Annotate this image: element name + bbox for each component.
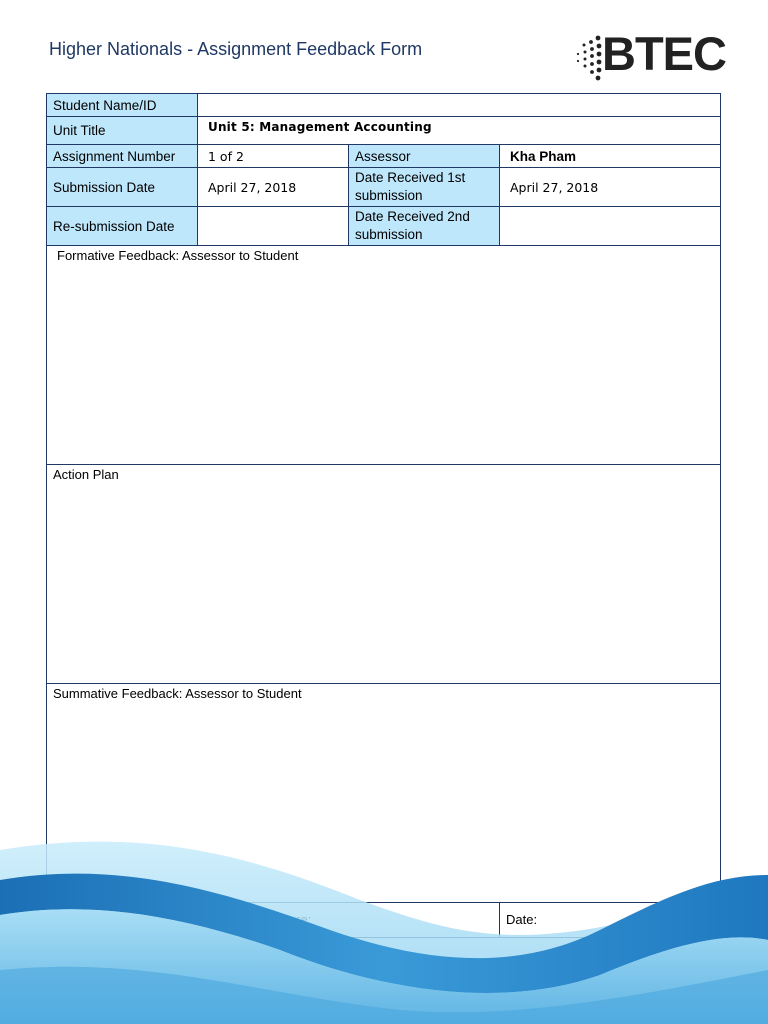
date-received-1st-label: Date Received 1st submission <box>348 167 500 207</box>
btec-logo <box>574 27 726 84</box>
date-received-2nd-label: Date Received 2nd submission <box>348 206 500 246</box>
resubmission-date-field[interactable] <box>197 206 349 246</box>
assignment-number-field[interactable]: 1 of 2 <box>197 144 349 168</box>
signature-date-label: Date: <box>506 912 538 927</box>
date-received-2nd-field[interactable] <box>499 206 721 246</box>
action-plan-box[interactable] <box>46 464 721 684</box>
student-name-field[interactable] <box>197 93 721 117</box>
summative-feedback-label: Summative Feedback: Assessor to Student <box>53 686 302 701</box>
assignment-number-label: Assignment Number <box>46 144 198 168</box>
submission-date-field[interactable]: April 27, 2018 <box>197 167 349 207</box>
student-name-label: Student Name/ID <box>46 93 198 117</box>
resubmission-date-label: Re-submission Date <box>46 206 198 246</box>
unit-title-field[interactable]: Unit 5: Management Accounting <box>197 116 721 145</box>
decorative-waves <box>0 820 768 1024</box>
action-plan-label: Action Plan <box>53 467 119 482</box>
assessor-label: Assessor <box>348 144 500 168</box>
date-received-1st-field[interactable]: April 27, 2018 <box>499 167 721 207</box>
submission-date-label: Submission Date <box>46 167 198 207</box>
formative-feedback-box[interactable] <box>46 245 721 465</box>
assessor-field[interactable]: Kha Pham <box>499 144 721 168</box>
formative-feedback-label: Formative Feedback: Assessor to Student <box>57 248 299 263</box>
unit-title-label: Unit Title <box>46 116 198 145</box>
btec-logo-text: BTEC <box>602 27 726 80</box>
page-title: Higher Nationals - Assignment Feedback Form <box>49 39 423 59</box>
